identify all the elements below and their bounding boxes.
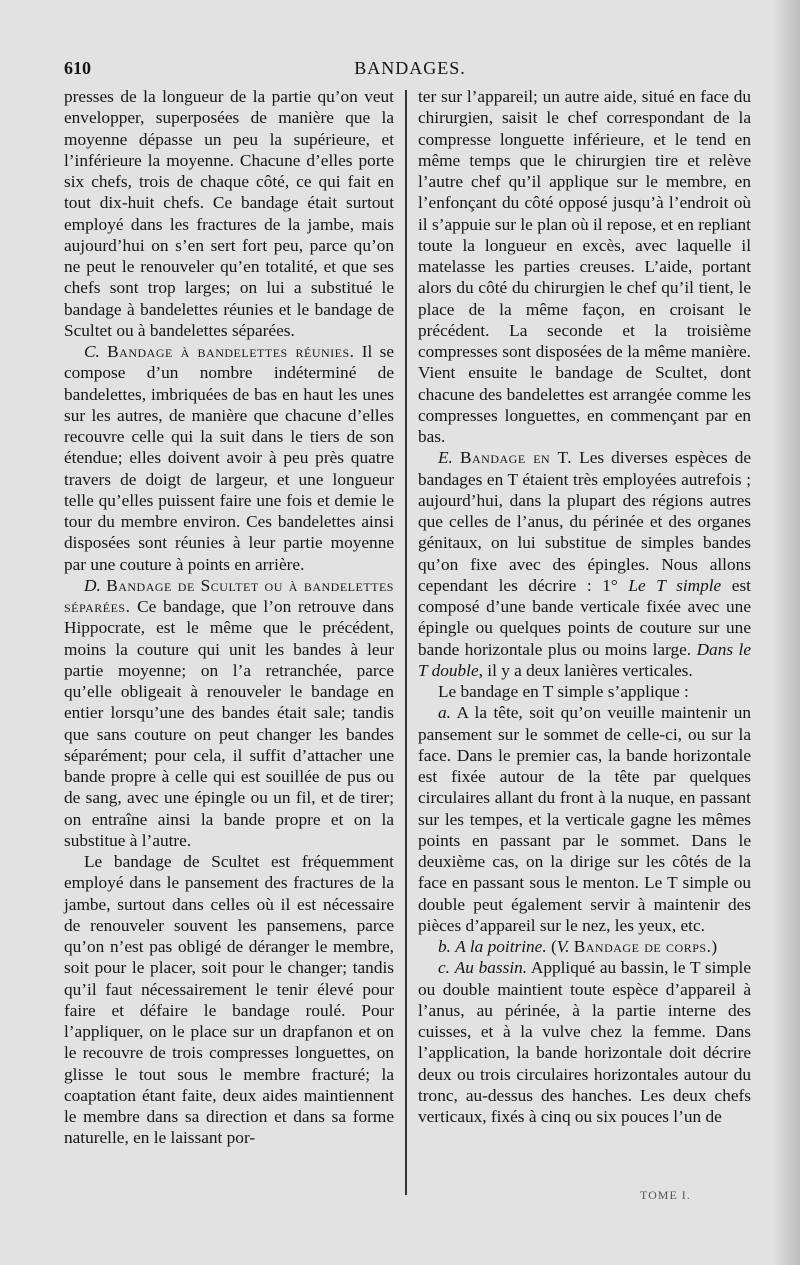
section-heading: Bandage en T. bbox=[459, 448, 573, 468]
item-letter: c. bbox=[438, 958, 450, 978]
item-ref-open: ( bbox=[546, 937, 557, 956]
item-letter: a. bbox=[438, 703, 451, 723]
item-text: Appliqué au bassin, le T simple ou double maintient toute espèce d’appareil à l’anus, au périnée, à la partie interne des cuisses, et à la vulve chez la femme. Dans l’application, la bande horizontale doit décrire deux ou trois circulaires horizontales autour du tronc, au-dessus des hanches. Les deux chefs verticaux, fixés à cinq ou six pouces l’un de bbox=[418, 958, 751, 1126]
section-letter: E. bbox=[438, 448, 453, 468]
right-column bbox=[418, 86, 751, 1127]
section-c bbox=[64, 341, 394, 575]
item-b bbox=[418, 936, 751, 957]
item-c bbox=[418, 957, 751, 1127]
section-e bbox=[418, 447, 751, 681]
item-ref-text: Bandage de corps. bbox=[573, 937, 712, 956]
section-d bbox=[64, 575, 394, 851]
page-header bbox=[64, 58, 756, 82]
item-ref-v: V. bbox=[556, 937, 570, 956]
running-head: BANDAGES. bbox=[354, 58, 466, 78]
paragraph: ter sur l’appareil; un autre aide, situé en face du chirurgien, saisit le chef correspondant de la compresse longuette inférieure, et le tend en même temps que le chirurgien tire et relève l’autre chef qu’il applique sur le membre, en l’enfonçant du côté opposé jusqu’à l’endroit où il s’appuie sur le plan où il repose, et en repliant toute la longueur en excès, avec laquelle il matelasse les parties creuses. L’aide, portant alors du côté du chirurgien le chef qu’il tient, le place de la même façon, en croisant le précédent. La seconde et la troisième compresses sont disposées de la même manière. Vient ensuite le bandage de Scultet, dont chacune des bandelettes est arrangée comme les compresses longuettes, en commençant par en bas. bbox=[418, 87, 751, 446]
section-letter: C. bbox=[84, 342, 100, 361]
paragraph: presses de la longueur de la partie qu’on veut envelopper, superposées de manière que la moyenne dépasse un peu la supérieure, et l’inférieure la moyenne. Chacune d’elles porte six chefs, trois de chaque côté, ce qui fait en tout dix-huit chefs. Ce bandage était surtout employé dans les fractures de la jambe, mais aujourd’hui on s’en sert fort peu, parce qu’on ne peut le renouveler qu’en totalité, et que ses chefs sont trop larges; on lui a substitué le bandage à bandelettes réunies et le bandage de Scultet ou à bandelettes séparées. bbox=[64, 87, 394, 340]
term-t-double: Dans le T double bbox=[418, 639, 751, 680]
term-t-simple: Le T simple bbox=[628, 575, 722, 595]
paragraph: Le bandage de Scultet est fréquemment employé dans le pansement des fractures de la jambe, surtout dans celles où il est nécessaire de renouveler souvent les pansemens, parce qu’on n’est pas obligé de déranger le membre, soit pour le placer, soit pour le changer; tandis qu’il faut nécessairement le tenir élevé pour faire et défaire le bandage roulé. Pour l’appliquer, on le place sur un drapfanon et on le recouvre de trois compresses longuettes, on glisse le tout sous le membre fracturé; la coaptation étant faite, deux aides maintiennent le membre dans sa direction et dans sa forme naturelle, en le laissant por- bbox=[64, 852, 394, 1148]
section-letter: D. bbox=[84, 575, 101, 595]
section-heading: Bandage à bandelettes réunies. bbox=[107, 342, 355, 361]
section-text: Ce bandage, que l’on retrouve dans Hippocrate, est le même que le précédent, moins la couture qui unit les bandes à leur partie moyenne; on l’a retranchée, parce qu’elle obligeait à renouveler le bandage en entier lorsqu’une des bandes était sale; tandis que sans couture on peut changer les bandes séparément; pour cela, il suffit d’attacher une bande propre à celle qui est souillée de pus ou de sang, avec une épingle ou un fil, et de tirer; on entraîne ainsi la bande propre et on la substitue à l’autre. bbox=[64, 597, 394, 850]
section-text: Il se compose d’un nombre indéterminé de bandelettes, imbriquées de bas en haut les unes sur les autres, de manière que chacune d’elles recouvre celle qui la suit dans le tiers de son étendue; elles doivent avoir à peu près quatre travers de doigt de largeur, et une longueur telle qu’elles puissent faire une fois et demie le tour du membre environ. Ces bandelettes ainsi disposées sont réunies à leur partie moyenne par une couture à points en arrière. bbox=[64, 342, 394, 574]
item-label: Au bassin. bbox=[454, 958, 528, 978]
paragraph: Le bandage en T simple s’applique : bbox=[438, 682, 689, 701]
section-text: , il y a deux lanières verticales. bbox=[478, 660, 693, 680]
item-text: A la tête, soit qu’on veuille maintenir un pansement sur le sommet de celle-ci, ou sur la face. Dans le premier cas, la bande horizontale est fixée autour de la tête par quelques circulaires allant du front à la nuque, en passant sur les tempes, et la verticale gagne les mêmes points en passant par le sommet. Dans le deuxième cas, on la dirige sur les côtés de la face en passant sous le menton. Le T simple ou double peut également servir à maintenir des pièces d’appareil sur le nez, les yeux, etc. bbox=[418, 703, 751, 935]
item-ref-close: ) bbox=[711, 937, 718, 956]
page-edge-shadow bbox=[772, 0, 800, 1265]
left-column bbox=[64, 86, 394, 1149]
section-text: Les diverses espèces de bandages en T étaient très employées autrefois ; aujourd’hui, dans la plupart des régions autres que celles de l’anus, du périnée et des organes génitaux, on lui substitue de simples bandes qu’on fixe avec des épingles. Nous allons cependant les décrire : 1° bbox=[418, 448, 752, 595]
item-letter: b. bbox=[438, 937, 451, 956]
page-number: 610 bbox=[64, 58, 91, 78]
section-heading: Bandage de Scultet ou à bandelettes séparées. bbox=[64, 575, 394, 616]
item-label: A la poitrine. bbox=[455, 937, 547, 956]
section-text: est composé d’une bande verticale fixée avec une épingle ou quelques points de couture sur une bande horizontale plus ou moins large. bbox=[418, 575, 751, 659]
signature-mark: TOME I. bbox=[640, 1188, 691, 1202]
column-divider bbox=[405, 90, 407, 1195]
item-a bbox=[418, 702, 751, 936]
